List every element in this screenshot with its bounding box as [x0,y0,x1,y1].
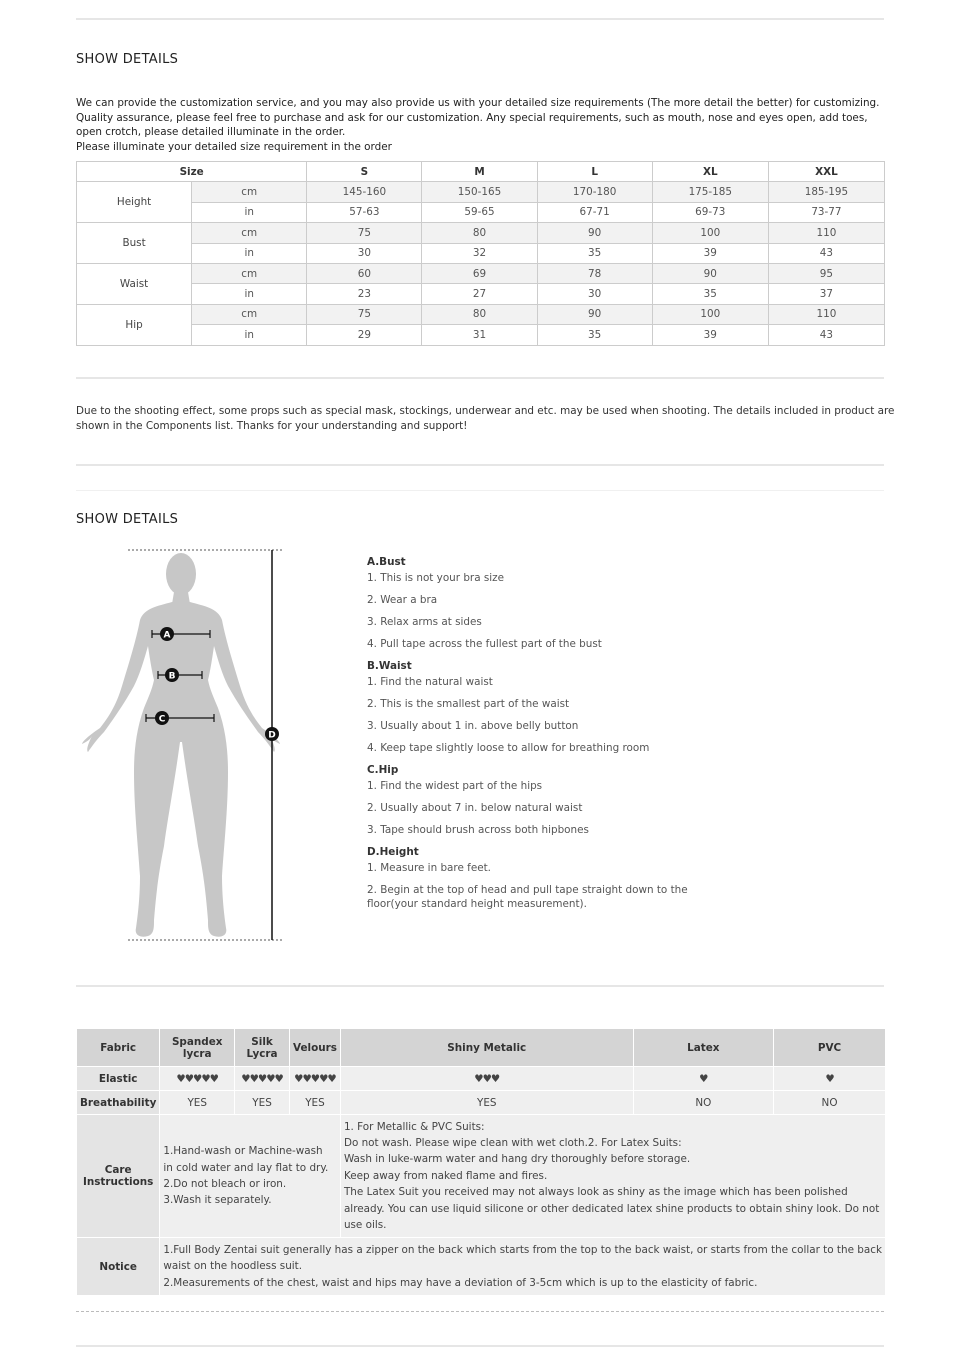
value-cell: 35 [652,284,768,304]
table-row [77,182,885,202]
value-cell: 31 [422,325,537,345]
value-cell: 95 [768,263,884,283]
notice-line: 2.Measurements of the chest, waist and hips may have a deviation of 3-5cm which is up to the elasticity of fabric. [163,1276,758,1289]
size-header-row [77,162,885,182]
value-cell: 35 [537,243,652,263]
value-cell: 75 [307,223,422,243]
care-special-line: already. You can use liquid silicone or other dedicated latex shine products to obtain shiny look. Do not [343,1202,880,1215]
elastic-label: Elastic [77,1067,160,1091]
unit-cell: cm [192,223,307,243]
note-line: shown in the Components list. Thanks for your understanding and support! [76,420,468,432]
measure-heading-hip: C.Hip [367,764,399,776]
value-cell: 100 [652,304,768,324]
row-group-bust: Bust [77,223,192,264]
size-header-l: L [537,162,652,182]
list-item: 4. Pull tape across the fullest part of the bust [367,638,602,650]
label-d: D [268,730,276,741]
fabric-header-label: Fabric [77,1029,160,1067]
list-item: 3. Tape should brush across both hipbones [367,824,589,836]
care-row [77,1115,886,1238]
value-cell: 80 [422,304,537,324]
value-cell: 39 [652,325,768,345]
notice-line: waist on the hoodless suit. [163,1260,303,1273]
divider [76,464,884,466]
care-special-line: Wash in luke-warm water and hang dry thoroughly before storage. [343,1153,691,1166]
fabric-header-latex: Latex [633,1029,774,1067]
size-header-xxl: XXL [768,162,884,182]
list-item: 3. Relax arms at sides [367,616,482,628]
list-item: 3. Usually about 1 in. above belly button [367,720,579,732]
care-special-line: 1. For Metallic & PVC Suits: [343,1120,485,1133]
label-a: A [163,630,171,641]
size-header-label: Size [77,162,307,182]
heart-rating: ♥ [633,1067,774,1091]
value-cell: 35 [537,325,652,345]
body-measurement-figure [78,546,286,944]
divider [76,985,884,987]
value-cell: 69-73 [652,202,768,222]
value-cell: 90 [652,263,768,283]
value-cell: 27 [422,284,537,304]
value-cell: 60 [307,263,422,283]
value-cell: 185-195 [768,182,884,202]
list-item: 2. Usually about 7 in. below natural waist [367,802,583,814]
measure-heading-bust: A.Bust [367,556,406,568]
row-group-height: Height [77,182,192,223]
measure-heading-waist: B.Waist [367,660,412,672]
note-line: Due to the shooting effect, some props such as special mask, stockings, underwear and etc. may be used when shooting. The details included in product are [76,405,895,417]
bottom-divider [76,1345,884,1347]
measure-heading-height: D.Height [367,846,419,858]
breathability-label: Breathability [77,1091,160,1115]
table-row [77,243,885,263]
value-cell: 67-71 [537,202,652,222]
value-cell: 100 [652,223,768,243]
intro-line: We can provide the customization service, and you may also provide us with your detailed size requirements (The more detail the better) for customizing. [76,97,880,109]
value-cell: 73-77 [768,202,884,222]
fabric-header-spandex: Spandex lycra [160,1029,235,1067]
breath-value: YES [290,1091,341,1115]
care-special [340,1115,885,1238]
value-cell: 175-185 [652,182,768,202]
value-cell: 30 [537,284,652,304]
intro-line: open crotch, please detailed illuminate in the order. [76,126,346,139]
size-chart-table [76,161,885,346]
notice-row [77,1238,886,1296]
table-row [77,284,885,304]
list-item: 2. Begin at the top of head and pull tape straight down to the floor(your standard height measurement). [367,884,688,910]
value-cell: 39 [652,243,768,263]
care-special-line: The Latex Suit you received may not always look as shiny as the image which has been polished [343,1186,848,1199]
list-item: 2. Wear a bra [367,594,438,606]
fabric-header-silk: Silk Lycra [235,1029,290,1067]
size-header-s: S [307,162,422,182]
row-group-hip: Hip [77,304,192,345]
measurement-instructions [367,556,707,911]
heart-rating: ♥♥♥ [340,1067,633,1091]
divider [76,490,884,491]
value-cell: 32 [422,243,537,263]
size-header-xl: XL [652,162,768,182]
breathability-row [77,1091,886,1115]
table-row [77,304,885,324]
section-title-size: SHOW DETAILS [76,52,179,67]
intro-text [76,96,884,155]
value-cell: 59-65 [422,202,537,222]
value-cell: 57-63 [307,202,422,222]
unit-cell: cm [192,263,307,283]
value-cell: 145-160 [307,182,422,202]
props-note [76,404,895,434]
section-title-measure: SHOW DETAILS [76,512,179,527]
breath-value: NO [774,1091,886,1115]
value-cell: 43 [768,243,884,263]
elastic-row [77,1067,886,1091]
unit-cell: in [192,325,307,345]
value-cell: 37 [768,284,884,304]
dashed-divider [76,1311,884,1312]
heart-rating: ♥♥♥♥♥ [290,1067,341,1091]
notice-text [160,1238,886,1296]
value-cell: 43 [768,325,884,345]
list-item: 2. This is the smallest part of the waist [367,698,570,710]
value-cell: 23 [307,284,422,304]
breath-value: YES [235,1091,290,1115]
care-basic-line: 3.Wash it separately. [163,1194,272,1207]
care-basic-line: 2.Do not bleach or iron. [163,1178,287,1190]
care-special-line: use oils. [343,1219,387,1232]
notice-label: Notice [77,1238,160,1296]
divider [76,377,884,379]
label-c: C [158,714,166,725]
value-cell: 90 [537,223,652,243]
value-cell: 75 [307,304,422,324]
value-cell: 90 [537,304,652,324]
unit-cell: in [192,202,307,222]
fabric-header-row [77,1029,886,1067]
fabric-header-velours: Velours [290,1029,341,1067]
unit-cell: cm [192,304,307,324]
size-header-m: M [422,162,537,182]
unit-cell: cm [192,182,307,202]
value-cell: 30 [307,243,422,263]
care-label: Care Instructions [77,1115,160,1238]
list-item: 1. Find the natural waist [367,676,493,688]
value-cell: 110 [768,223,884,243]
notice-line: 1.Full Body Zentai suit generally has a zipper on the back which starts from the top to the back waist, or starts from the collar to the back [163,1243,882,1256]
value-cell: 80 [422,223,537,243]
breath-value: NO [633,1091,774,1115]
care-special-line: Keep away from naked flame and fires. [343,1169,548,1182]
list-item: 1. This is not your bra size [367,572,505,584]
table-row [77,223,885,243]
value-cell: 78 [537,263,652,283]
care-basic [160,1115,341,1238]
fabric-header-shiny: Shiny Metalic [340,1029,633,1067]
value-cell: 170-180 [537,182,652,202]
label-b: B [168,671,176,682]
intro-line: Quality assurance, please feel free to purchase and ask for our customization. Any special requirements, such as mouth, nose and eyes open, add toes, [76,111,868,124]
value-cell: 29 [307,325,422,345]
value-cell: 110 [768,304,884,324]
table-row [77,325,885,345]
value-cell: 69 [422,263,537,283]
breath-value: YES [160,1091,235,1115]
unit-cell: in [192,284,307,304]
breath-value: YES [340,1091,633,1115]
care-special-line: Do not wash. Please wipe clean with wet cloth.2. For Latex Suits: [343,1136,682,1149]
list-item: 1. Find the widest part of the hips [367,780,543,792]
heart-rating: ♥♥♥♥♥ [235,1067,290,1091]
body-silhouette [82,553,280,937]
heart-rating: ♥♥♥♥♥ [160,1067,235,1091]
heart-rating: ♥ [774,1067,886,1091]
table-row [77,263,885,283]
fabric-table [76,1028,886,1296]
care-basic-line: in cold water and lay flat to dry. [163,1161,329,1174]
intro-line: Please illuminate your detailed size requirement in the order [76,141,392,154]
value-cell: 150-165 [422,182,537,202]
care-basic-line: 1.Hand-wash or Machine-wash [163,1145,323,1158]
unit-cell: in [192,243,307,263]
list-item: 1. Measure in bare feet. [367,862,491,874]
fabric-header-pvc: PVC [774,1029,886,1067]
list-item: 4. Keep tape slightly loose to allow for breathing room [367,742,650,754]
row-group-waist: Waist [77,263,192,304]
top-divider [76,18,884,20]
table-row [77,202,885,222]
